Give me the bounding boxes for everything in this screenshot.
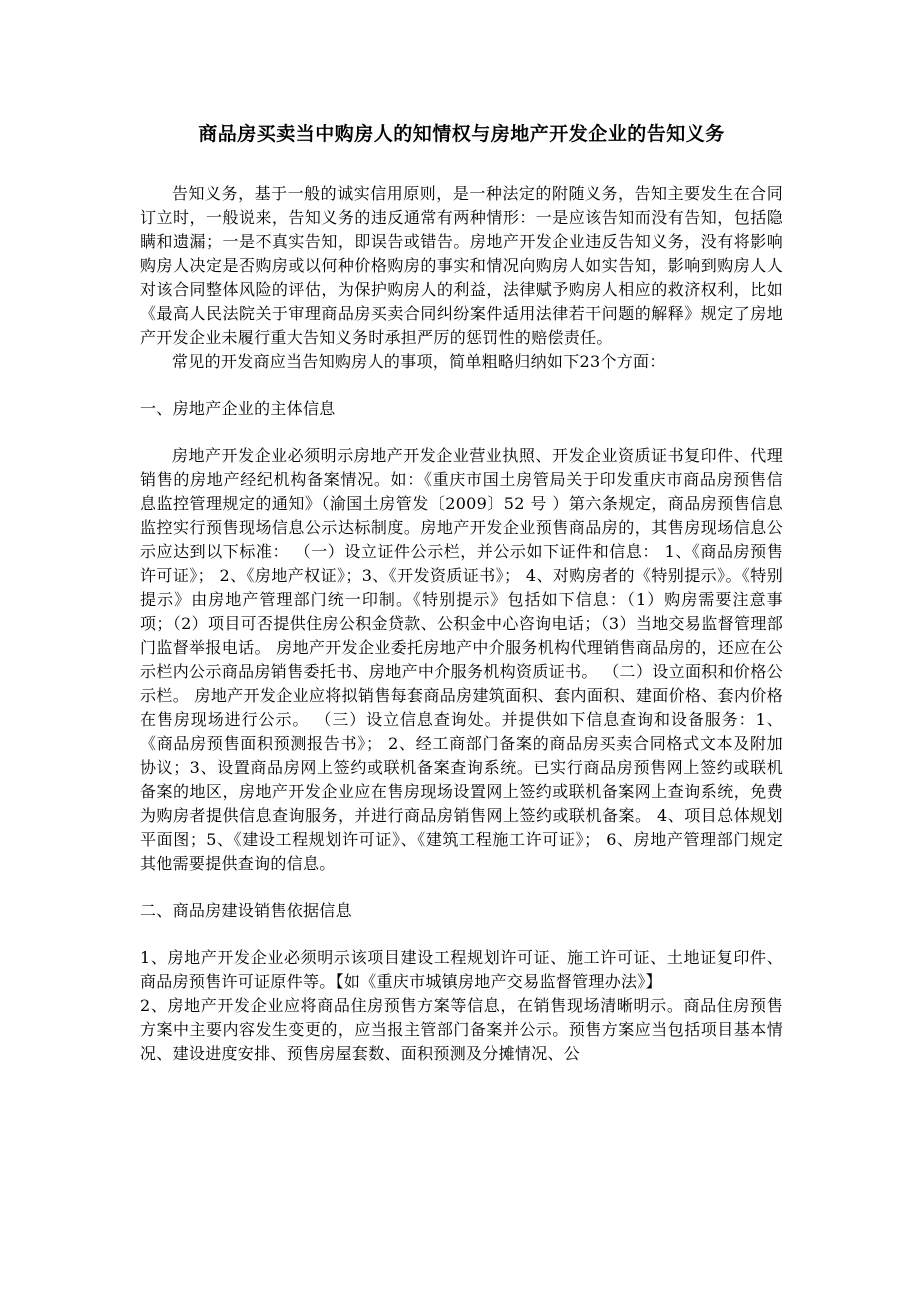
paragraph-item-1: 1、房地产开发企业必须明示该项目建设工程规划许可证、施工许可证、土地证复印件、商品房预售许可证原件等。【如《重庆市城镇房地产交易监督管理办法》】 [140, 948, 783, 991]
document-title: 商品房买卖当中购房人的知情权与房地产开发企业的告知义务 [198, 123, 725, 145]
paragraph-section-1: 房地产开发企业必须明示房地产开发企业营业执照、开发企业资质证书复印件、代理销售的房地产经纪机构备案情况。如：《重庆市国土房管局关于印发重庆市商品房预售信息监控管理规定的通知》（渝国土房管发〔2009〕52 号 ）第六条规定，商品房预售信息监控实行预售现场信息公示达标制度。房地产开发企业预售商品房的，其售房现场信息公示应达到以下标准： （一）设立证件公示栏，并公示如下证件和信息： 1、《商品房预售许可证》； 2、《房地产权证》；3、《开发资质证书》； 4、对购房者的《特别提示》。《特别提示》由房地产管理部门统一印制。《特别提示》包括如下信息：（1）购房需要注意事项；（2）项目可否提供住房公积金贷款、公积金中心咨询电话；（3）当地交易监督管理部门监督举报电话。 房地产开发企业委托房地产中介服务机构代理销售商品房的，还应在公示栏内公示商品房销售委托书、房地产中介服务机构资质证书。 （二）设立面积和价格公示栏。 房地产开发企业应将拟销售每套商品房建筑面积、套内面积、建面价格、套内价格在售房现场进行公示。 （三）设立信息查询处。并提供如下信息查询和设备服务：1、《商品房预售面积预测报告书》； 2、经工商部门备案的商品房买卖合同格式文本及附加协议；3、设置商品房网上签约或联机备案查询系统。已实行商品房预售网上签约或联机备案的地区，房地产开发企业应在售房现场设置网上签约或联机备案网上查询系统，免费为购房者提供信息查询服务，并进行商品房销售网上签约或联机备案。 4、项目总体规划平面图；5、《建设工程规划许可证》、《建筑工程施工许可证》； 6、房地产管理部门规定其他需要提供查询的信息。 [140, 446, 783, 873]
section-heading-2: 二、商品房建设销售依据信息 [140, 901, 352, 920]
paragraph-item-2: 2、房地产开发企业应将商品住房预售方案等信息，在销售现场清晰明示。商品住房预售方案中主要内容发生变更的，应当报主管部门备案并公示。预售方案应当包括项目基本情况、建设进度安排、预售房屋套数、面积预测及分摊情况、公 [140, 996, 783, 1063]
paragraph-intro: 告知义务，基于一般的诚实信用原则，是一种法定的附随义务，告知主要发生在合同订立时，一般说来，告知义务的违反通常有两种情形：一是应该告知而没有告知，包括隐瞒和遗漏；一是不真实告知，即误告或错告。房地产开发企业违反告知义务，没有将影响购房人决定是否购房或以何种价格购房的事实和情况向购房人如实告知，影响到购房人人对该合同整体风险的评估，为保护购房人的利益，法律赋予购房人相应的救济权利，比如《最高人民法院关于审理商品房买卖合同纠纷案件适用法律若干问题的解释》规定了房地产开发企业未履行重大告知义务时承担严厉的惩罚性的赔偿责任。 [140, 184, 783, 347]
paragraph-summary: 常见的开发商应当告知购房人的事项，简单粗略归纳如下23个方面： [172, 352, 666, 371]
section-heading-1: 一、房地产企业的主体信息 [140, 399, 336, 418]
